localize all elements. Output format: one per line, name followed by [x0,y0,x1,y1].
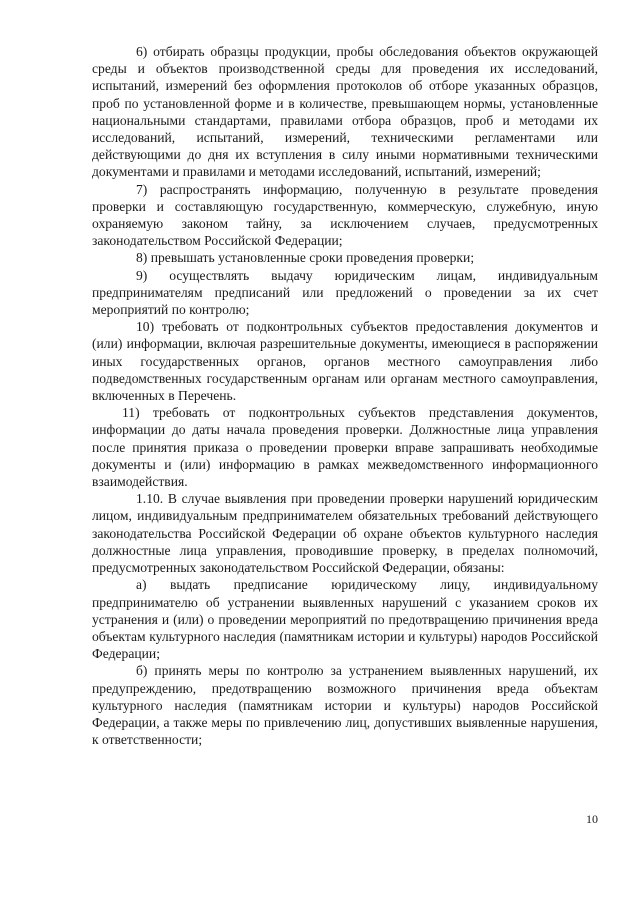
paragraph-item-b: б) принять меры по контролю за устранением выявленных нарушений, их предупреждению, предотвращению возможного причинения вреда объектам культурного наследия (памятникам истории и культуры) народов Российской Федерации, а также меры по привлечению лиц, допустивших выявленные нарушения, к ответственности; [92,663,598,748]
paragraph-item-10: 10) требовать от подконтрольных субъектов предоставления документов и (или) информации, включая разрешительные документы, имеющиеся в распоряжении иных государственных органов, органов местного самоуправления либо подведомственных государственным органам или органам местного самоуправления, включенных в Перечень. [92,319,598,404]
paragraph-section-1-10: 1.10. В случае выявления при проведении проверки нарушений юридическим лицом, индивидуальным предпринимателем обязательных требований действующего законодательства Российской Федерации об охране объектов культурного наследия должностные лица управления, проводившие проверку, в пределах полномочий, предусмотренных законодательством Российской Федерации, обязаны: [92,491,598,576]
paragraph-item-6: 6) отбирать образцы продукции, пробы обследования объектов окружающей среды и объектов производственной среды для проведения их исследований, испытаний, измерений без оформления протоколов об отборе указанных образцов, проб по установленной форме и в количестве, превышающем нормы, установленные национальными стандартами, правилами отбора образцов, проб и методами их исследований, испытаний, измерений, техническими регламентами или действующими до дня их вступления в силу иными нормативными техническими документами и правилами и методами исследований, испытаний, измерений; [92,44,598,180]
paragraph-item-9: 9) осуществлять выдачу юридическим лицам, индивидуальным предпринимателям предписаний или предложений о проведении за их счет мероприятий по контролю; [92,267,598,318]
document-body [92,43,598,748]
page-number: 10 [586,812,598,826]
paragraph-item-8: 8) превышать установленные сроки проведения проверки; [136,250,475,266]
paragraph-item-7: 7) распространять информацию, полученную в результате проведения проверки и составляющую государственную, коммерческую, служебную, иную охраняемую законом тайну, за исключением случаев, предусмотренных законодательством Российской Федерации; [92,181,598,249]
paragraph-item-a: а) выдать предписание юридическому лицу, индивидуальному предпринимателю об устранении выявленных нарушений с указанием сроков их устранения и (или) о проведении мероприятий по предотвращению причинения вреда объектам культурного наследия (памятникам истории и культуры) народов Российской Федерации; [92,577,598,662]
paragraph-item-11: 11) требовать от подконтрольных субъектов представления документов, информации до даты начала проведения проверки. Должностные лица управления после принятия приказа о проведении проверки вправе запрашивать необходимые документы и (или) информацию в рамках межведомственного информационного взаимодействия. [92,405,598,490]
